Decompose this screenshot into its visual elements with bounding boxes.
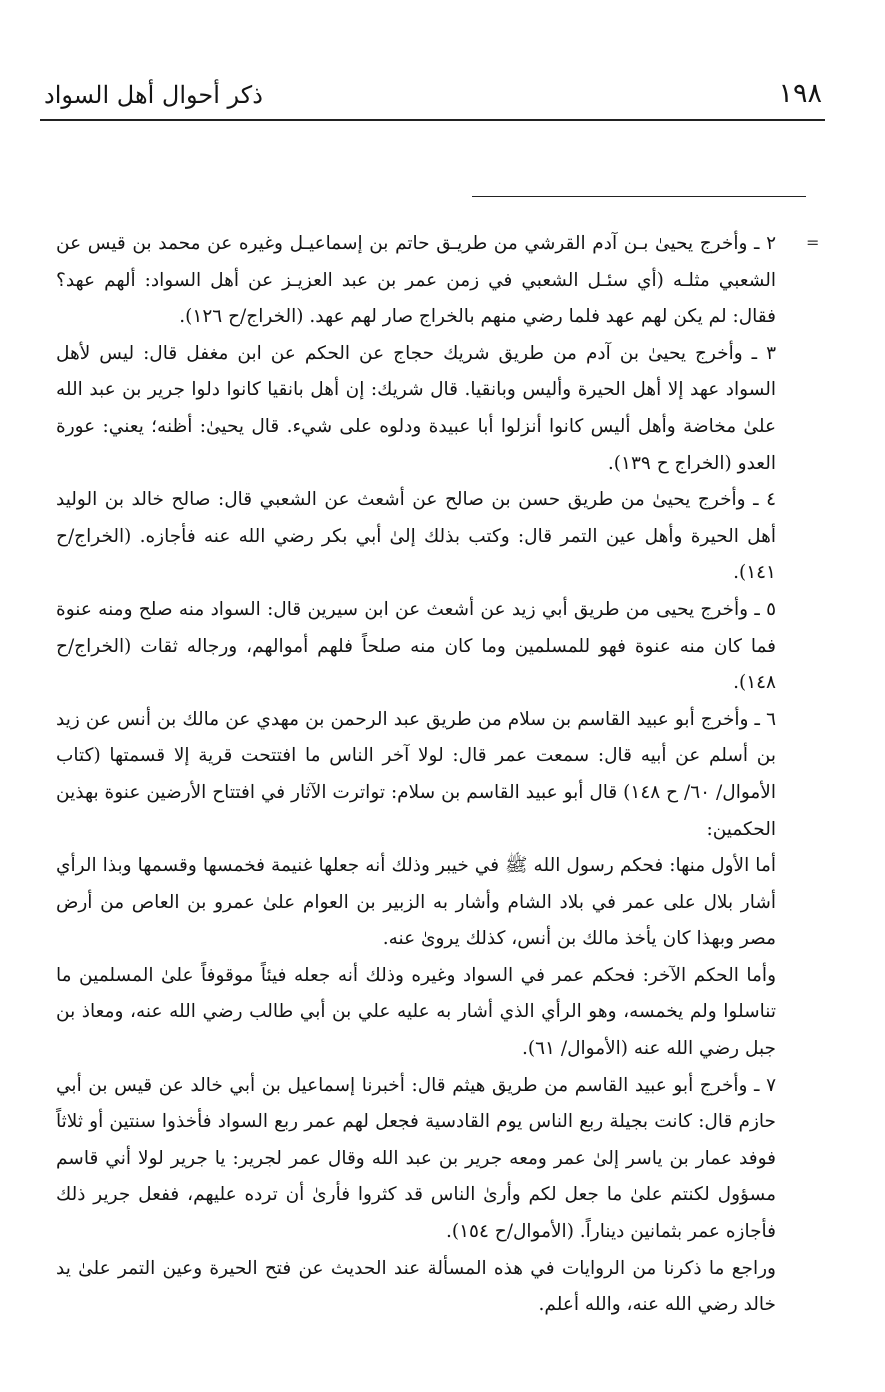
footnote-separator <box>472 196 806 197</box>
footnote-6-second-ruling: وأما الحكم الآخر: فحكم عمر في السواد وغيره وذلك أنه جعله فيئاً موقوفاً علىٰ المسلمين ما تناسلوا ولم يخمسه، وهو الرأي الذي أشار به عليه علي بن أبي طالب رضي الله عنه، ومعاذ بن جبل رضي الله عنه (الأموال/ ٦١). <box>56 964 776 1060</box>
footnote-5: ٥ ـ وأخرج يحيى من طريق أبي زيد عن أشعث عن ابن سيرين قال: السواد منه صلح ومنه عنوة فما كان منه عنوة فهو للمسلمين وما كان منه صلحاً فلهم أموالهم، ورجاله ثقات (الخراج/ح ١٤٨). <box>56 598 776 694</box>
footnote-7: ٧ ـ وأخرج أبو عبيد القاسم من طريق هيثم قال: أخبرنا إسماعيل بن أبي خالد عن قيس بن أبي حازم قال: كانت بجيلة ربع الناس يوم القادسية فجعل لهم عمر ربع السواد فأخذوا سنتين أو ثلاثاً فوفد عمار بن ياسر إلىٰ عمر ومعه جرير بن عبد الله وقال عمر لجرير: يا جرير لولا أني قاسم مسؤول لكنتم علىٰ ما جعل لكم وأرىٰ الناس قد كثروا فأرىٰ أن ترده عليهم، ففعل جرير ذلك فأجازه عمر بثمانين ديناراً. (الأموال/ح ١٥٤). <box>56 1074 776 1243</box>
page-number: ١٩٨ <box>778 78 822 109</box>
page-header <box>44 76 822 116</box>
continuation-mark: = <box>806 233 820 252</box>
header-divider <box>40 119 825 121</box>
footnote-6-first-ruling: أما الأول منها: فحكم رسول الله ﷺ في خيبر وذلك أنه جعلها غنيمة فخمسها وقسمها وبذا الرأي أشار بلال على عمر في بلاد الشام وأشار به الزبير بن العوام علىٰ عمرو بن العاص من أرض مصر وبهذا كان يأخذ مالك بن أنس، كذلك يروىٰ عنه. <box>56 855 776 950</box>
footnote-2: ٢ ـ وأخرج يحيىٰ بـن آدم القرشي من طريـق حاتم بن إسماعيـل وغيره عن محمد بن قيس عن الشعبي مثلـه (أي سئـل الشعبي في زمن عمر بن عبد العزيـز عن أهل السواد: ألهم عهد؟ فقال: لم يكن لهم عهد فلما رضي منهم بالخراج صار لهم عهد. (الخراج/ح ١٢٦). <box>56 233 776 328</box>
footnote-3: ٣ ـ وأخرج يحيىٰ بن آدم من طريق شريك حجاج عن الحكم عن ابن مغفل قال: ليس لأهل السواد عهد إلا أهل الحيرة وأليس وبانقيا. قال شريك: إن أهل بانقيا كانوا دلوا جرير بن عبد الله علىٰ مخاضة وأهل أليس كانوا أنزلوا أبا عبيدة ودلوه على شيء. قال يحيىٰ: أظنه؛ يعني: عورة العدو (الخراج ح ١٣٩). <box>56 342 776 474</box>
footnote-4: ٤ ـ وأخرج يحيىٰ من طريق حسن بن صالح عن أشعث عن الشعبي قال: صالح خالد بن الوليد أهل الحيرة وأهل عين التمر قال: وكتب بذلك إلىٰ أبي بكر رضي الله عنه فأجازه. (الخراج/ح ١٤١). <box>56 489 776 584</box>
footnote-6: ٦ ـ وأخرج أبو عبيد القاسم بن سلام من طريق عبد الرحمن بن مهدي عن مالك بن أنس عن زيد بن أسلم عن أبيه قال: سمعت عمر قال: لولا آخر الناس ما افتتحت قرية إلا قسمتها (كتاب الأموال/ ٦٠/ ح ١٤٨) قال أبو عبيد القاسم بن سلام: تواترت الآثار في افتتاح الأرضين عنوة بهذين الحكمين: <box>56 708 776 840</box>
running-title: ذكر أحوال أهل السواد <box>44 81 263 109</box>
footnotes-body <box>56 226 776 1324</box>
closing-note: وراجع ما ذكرنا من الروايات في هذه المسألة عند الحديث عن فتح الحيرة وعين التمر علىٰ يد خالد رضي الله عنه، والله أعلم. <box>56 1257 776 1316</box>
